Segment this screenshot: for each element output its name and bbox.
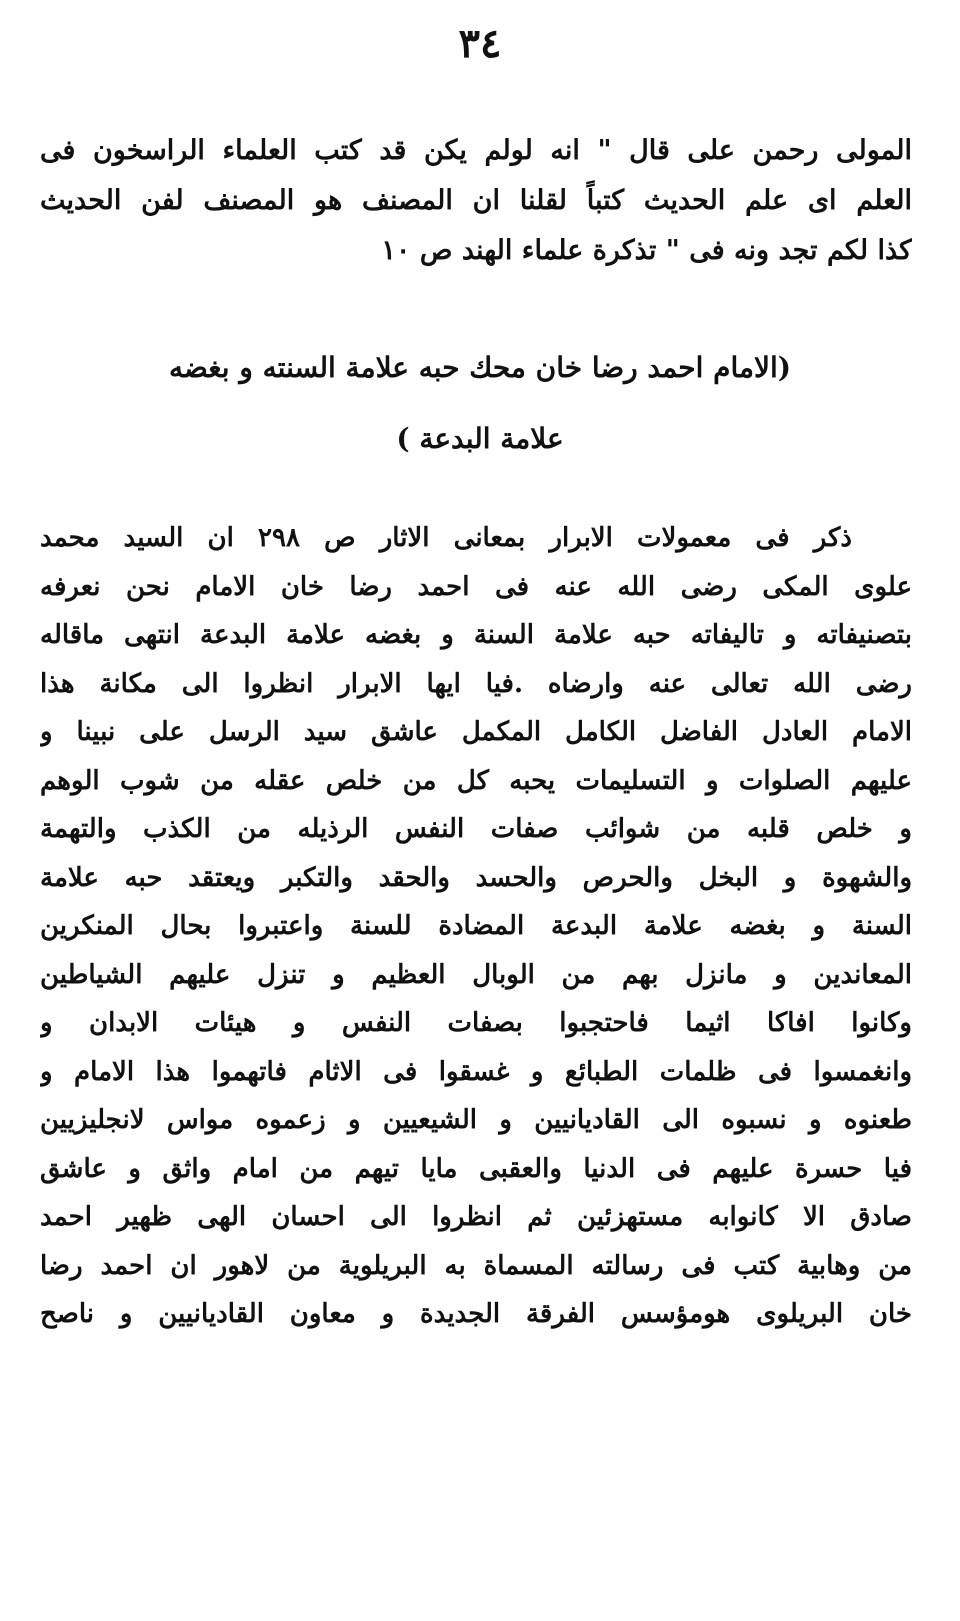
body-line: خان البريلوى هومؤسس الفرقة الجديدة و معاون القاديانيين و ناصح (40, 1299, 912, 1329)
body-line: عليهم الصلوات و التسليمات يحبه كل من خلص عقله من شوب الوهم (40, 765, 912, 796)
body-line: ذكر فى معمولات الابرار بمعانى الاثار ص ٢٩٨ ان السيد محمد (40, 523, 852, 553)
body-line: بتصنيفاته و تاليفاته حبه علامة السنة و بغضه علامة البدعة انتهى ماقاله (40, 620, 912, 650)
page-number: ٣٤ (458, 20, 502, 67)
body-line: و خلص قلبه من شوائب صفات النفس الرذيله من الكذب والتهمة (40, 814, 912, 844)
body-line: وكانوا افاكا اثيما فاحتجبوا بصفات النفس و هيئات الابدان و (40, 1008, 912, 1038)
quote-line: كذا لكم تجد ونه فى " تذكرة علماء الهند ص ١٠ (381, 235, 912, 266)
quote-line: المولى رحمن على قال " انه لولم يكن قد كتب العلماء الراسخون فى (40, 135, 912, 166)
body-line: المعاندين و مانزل بهم من الوبال العظيم و تنزل عليهم الشياطين (40, 959, 912, 990)
body-line: السنة و بغضه علامة البدعة المضادة للسنة واعتبروا بحال المنكرين (40, 911, 912, 941)
section-heading-continued: علامة البدعة ) (396, 422, 564, 455)
quote-line: العلم اى علم الحديث كتباً لقلنا ان المصنف هو المصنف لفن الحديث (40, 185, 912, 216)
body-line: فيا حسرة عليهم فى الدنيا والعقبى مايا تيهم من امام واثق و عاشق (40, 1153, 912, 1184)
body-line: من وهابية كتب فى رسالته المسماة به البريلوية من لاهور ان احمد رضا (40, 1250, 912, 1281)
body-line: صادق الا كانوابه مستهزئين ثم انظروا الى احسان الهى ظهير احمد (40, 1202, 912, 1232)
body-line: والشهوة و البخل والحرص والحسد والحقد والتكبر ويعتقد حبه علامة (40, 862, 912, 893)
body-line: طعنوه و نسبوه الى القاديانيين و الشيعيين و زعموه مواس لانجليزيين (40, 1105, 912, 1135)
body-line: علوى المكى رضى الله عنه فى احمد رضا خان الامام نحن نعرفه (40, 571, 912, 602)
body-line: وانغمسوا فى ظلمات الطبائع و غسقوا فى الاثام فاتهموا هذا الامام و (40, 1056, 912, 1087)
body-line: الامام العادل الفاضل الكامل المكمل عاشق سيد الرسل على نبينا و (40, 717, 912, 747)
body-line: رضى الله تعالى عنه وارضاه .فيا ايها الابرار انظروا الى مكانة هذا (40, 668, 912, 699)
section-heading: (الامام احمد رضا خان محك حبه علامة السنته و بغضه (169, 351, 791, 384)
quote-paragraph (40, 126, 912, 276)
body-paragraph (40, 514, 912, 1339)
